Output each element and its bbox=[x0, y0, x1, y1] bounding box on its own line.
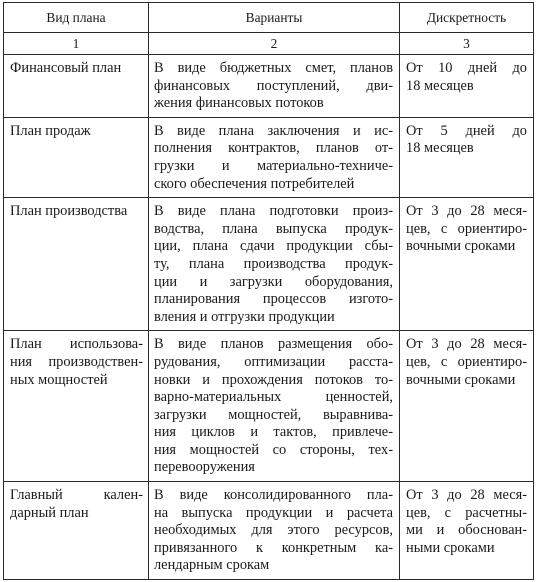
discreteness-cell-text bbox=[400, 198, 533, 260]
discreteness-cell bbox=[400, 331, 534, 482]
column-number-1: 1 bbox=[4, 33, 149, 55]
text-line: Финансовый план bbox=[10, 60, 122, 76]
table-row bbox=[4, 55, 534, 118]
plan-type-cell-text bbox=[4, 118, 148, 145]
text-line: ния циклов и тактов, привлече- bbox=[154, 424, 393, 441]
text-line: ту, плана производства продук- bbox=[154, 255, 393, 272]
plan-type-cell-text bbox=[4, 482, 148, 526]
text-line: планирования процессов изгото- bbox=[154, 291, 393, 308]
plan-type-cell bbox=[4, 198, 149, 331]
variants-cell-text bbox=[149, 198, 399, 330]
text-line: цев, с ориентиро- bbox=[406, 353, 527, 370]
table-row bbox=[4, 198, 534, 331]
variants-cell bbox=[149, 55, 400, 118]
text-line: ции, плана сдачи продукции сбы- bbox=[154, 238, 393, 255]
plan-type-cell-text bbox=[4, 331, 148, 393]
text-line: План продаж bbox=[10, 122, 91, 139]
text-line: ными сроками bbox=[406, 539, 495, 556]
text-line: План производства bbox=[10, 203, 128, 220]
discreteness-cell-text bbox=[400, 331, 533, 393]
text-line: ния мощностей со стороны, тех- bbox=[154, 441, 393, 458]
table-row bbox=[4, 482, 534, 580]
variants-cell bbox=[149, 117, 400, 197]
text-line: 18 месяцев bbox=[406, 77, 474, 94]
variants-cell-text bbox=[149, 118, 399, 197]
text-line: В виде планов размещения обо- bbox=[154, 336, 393, 353]
text-line: грузки и материально-техниче- bbox=[154, 157, 393, 174]
text-line: рудования, оптимизации расста- bbox=[154, 353, 393, 370]
text-line: В виде плана подготовки произ- bbox=[154, 203, 393, 220]
variants-cell bbox=[149, 198, 400, 331]
text-line: ции и загрузки оборудования, bbox=[154, 273, 393, 290]
column-number-row bbox=[4, 33, 534, 55]
discreteness-cell bbox=[400, 482, 534, 580]
plan-type-cell-text bbox=[4, 198, 148, 225]
plan-type-cell-text bbox=[4, 55, 148, 82]
header-variants: Варианты bbox=[149, 3, 400, 33]
text-line: От 3 до 28 меся- bbox=[406, 336, 527, 353]
text-line: новки и прохождения потоков то- bbox=[154, 371, 393, 388]
text-line: От 5 дней до bbox=[406, 122, 527, 139]
text-line: дарный план bbox=[10, 504, 89, 521]
text-line: От 3 до 28 меся- bbox=[406, 487, 527, 504]
text-line: ского обеспечения потребителей bbox=[154, 175, 355, 192]
text-line: 18 месяцев bbox=[406, 140, 474, 157]
plan-type-cell bbox=[4, 55, 149, 118]
text-line: необходимых для этого ресурсов, bbox=[154, 522, 393, 539]
discreteness-cell bbox=[400, 198, 534, 331]
header-row bbox=[4, 3, 534, 33]
text-line: вочными сроками bbox=[406, 371, 516, 388]
text-line: жения финансовых потоков bbox=[154, 95, 324, 112]
text-line: водства, плана выпуска продук- bbox=[154, 220, 393, 237]
plan-type-cell bbox=[4, 117, 149, 197]
text-line: ния производствен- bbox=[10, 353, 143, 370]
text-line: В виде плана заключения и ис- bbox=[154, 122, 393, 139]
text-line: План использова- bbox=[10, 336, 143, 353]
text-line: ми и обоснован- bbox=[406, 522, 527, 539]
table-row bbox=[4, 331, 534, 482]
text-line: вления и отгрузки продукции bbox=[154, 308, 335, 325]
text-line: привязанного к конкретным ка- bbox=[154, 539, 393, 556]
text-line: полнения контрактов, планов от- bbox=[154, 140, 393, 157]
table-row bbox=[4, 117, 534, 197]
text-line: ных мощностей bbox=[10, 371, 108, 388]
text-line: вочными сроками bbox=[406, 238, 516, 255]
header-discreteness: Дискретность bbox=[400, 3, 534, 33]
text-line: цев, с ориентиро- bbox=[406, 220, 527, 237]
text-line: лендарным срокам bbox=[154, 557, 270, 574]
column-number-2: 2 bbox=[149, 33, 400, 55]
header-plan-type: Вид плана bbox=[4, 3, 149, 33]
text-line: От 10 дней до bbox=[406, 60, 527, 76]
variants-cell bbox=[149, 331, 400, 482]
text-line: От 3 до 28 меся- bbox=[406, 203, 527, 220]
text-line: цев, с расчетны- bbox=[406, 504, 527, 521]
planning-table bbox=[3, 2, 534, 580]
text-line: финансовых поступлений, дви- bbox=[154, 77, 393, 94]
text-line: Главный кален- bbox=[10, 487, 143, 504]
variants-cell-text bbox=[149, 482, 399, 579]
text-line: варно-материальных ценностей, bbox=[154, 389, 393, 406]
text-line: В виде консолидированного пла- bbox=[154, 487, 393, 504]
plan-type-cell bbox=[4, 482, 149, 580]
discreteness-cell-text bbox=[400, 118, 533, 162]
discreteness-cell-text bbox=[400, 482, 533, 561]
variants-cell-text bbox=[149, 55, 399, 117]
variants-cell-text bbox=[149, 331, 399, 481]
text-line: В виде бюджетных смет, планов bbox=[154, 60, 393, 76]
discreteness-cell-text bbox=[400, 55, 533, 99]
discreteness-cell bbox=[400, 117, 534, 197]
variants-cell bbox=[149, 482, 400, 580]
discreteness-cell bbox=[400, 55, 534, 118]
text-line: перевооружения bbox=[154, 459, 255, 476]
plan-type-cell bbox=[4, 331, 149, 482]
text-line: загрузки мощностей, выравнива- bbox=[154, 406, 393, 423]
column-number-3: 3 bbox=[400, 33, 534, 55]
text-line: на выпуска продукции и расчета bbox=[154, 504, 393, 521]
